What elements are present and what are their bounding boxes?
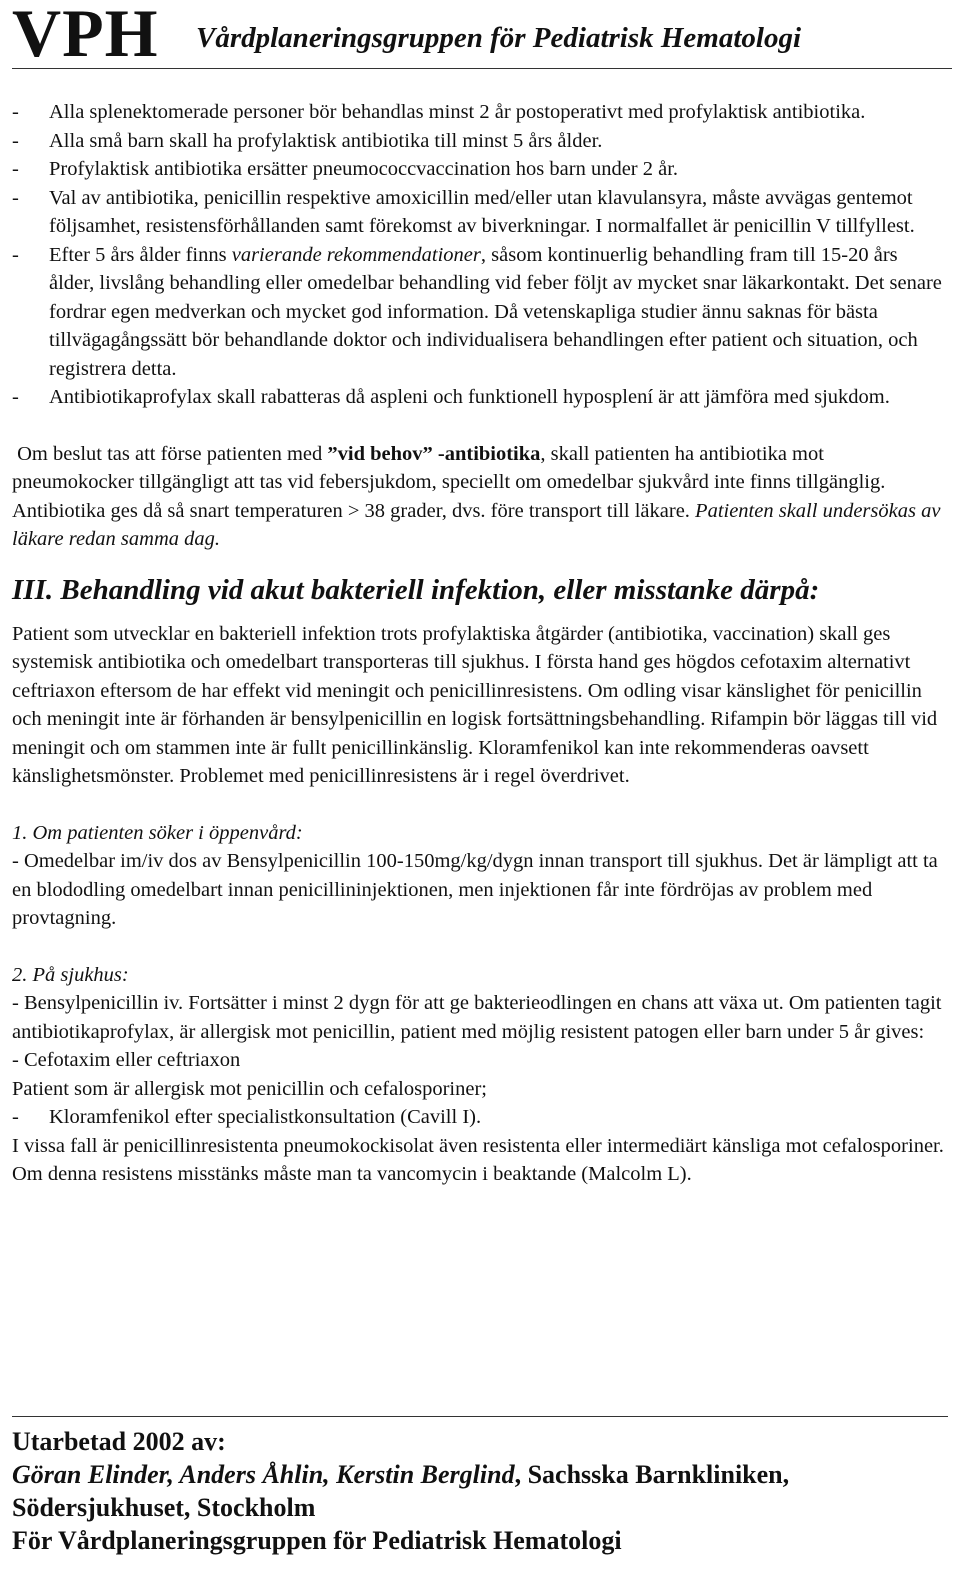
subsection-body: - Omedelbar im/iv dos av Bensylpenicillin 100-150mg/kg/dygn innan transport till sjukhus. Det är lämpligt att ta en blododling omedelbart innan penicillininjektionen, men injektionen får inte fördröjas av problem med provtagning. [12,850,938,929]
list-item: - Profylaktisk antibiotika ersätter pneumococcvaccination hos barn under 2 år. [12,158,679,180]
subsection-heading: 2. På sjukhus: [12,963,129,986]
section-body: Patient som utvecklar en bakteriell infektion trots profylaktiska åtgärder (antibiotika, vaccination) skall ges systemisk antibiotika och omedelbart transporteras till sjukhus. I första hand ges högdos cefotaxim alternativt ceftriaxon eftersom de har effekt vid meningit och penicillinresistens. Om odling visar känslighet för penicillin och meningit inte är förhanden är bensylpenicillin en logisk fortsättningsbehandling. Rifampin bör läggas till vid meningit och om stammen inte är fullt penicillinkänslig. Kloramfenikol kan inte rekommenderas oavsett känslighetsmönster. Problemet med penicillinresistens är i regel överdrivet. [12,622,938,787]
page-header [12,0,952,69]
subsection-heading: 1. Om patienten söker i öppenvård: [12,821,303,844]
list-item: - Kloramfenikol efter specialistkonsultation (Cavill I). [12,1106,482,1128]
list-item: - Efter 5 års ålder finns varierande rekommendationer, såsom kontinuerlig behandling fram till 15-20 års ålder, livslång behandling eller omedelbar behandling vid feber följt av mycket snar läkarkontakt. Det senare fordrar egen medverkan och mycket god information. Då vetenskapliga studier ännu saknas för bästa tillvägagångssätt bör behandlande doktor och individualisera behandlingen efter patient och situation, och registrera detta. [12,243,942,380]
footer-authors: Göran Elinder, Anders Åhlin, Kerstin Berglind, Sachsska Barnkliniken, Södersjukhuset, Stockholm [12,1460,790,1522]
subsection-body: - Cefotaxim eller ceftriaxon [12,1049,241,1071]
footer-line: För Vårdplaneringsgruppen för Pediatrisk Hematologi [12,1526,622,1555]
list-item: - Val av antibiotika, penicillin respektive amoxicillin med/eller utan klavulansyra, måste avvägas gentemot följsamhet, resistensförhållanden samt förekomst av biverkningar. I normalfallet är penicillin V tillfyllest. [12,186,915,237]
subsection-body: Patient som är allergisk mot penicillin och cefalosporiner; [12,1077,487,1100]
header-subtitle: Vårdplaneringsgruppen för Pediatrisk Hematologi [196,22,802,54]
footer-line: Utarbetad 2002 av: [12,1427,226,1456]
subsection-body: - Bensylpenicillin iv. Fortsätter i minst 2 dygn för att ge bakterieodlingen en chans att växa ut. Om patienten tagit antibiotikaprofylax, är allergisk mot penicillin, patient med möjlig resistent patogen eller barn under 5 år gives: [12,992,942,1043]
list-item: - Alla splenektomerade personer bör behandlas minst 2 år postoperativt med profylaktisk antibiotika. [12,101,866,123]
subsection-body: I vissa fall är penicillinresistenta pneumokockisolat även resistenta eller intermediärt känsliga mot cefalosporiner. Om denna resistens misstänks måste man ta vancomycin i beaktande (Malcolm L). [12,1134,944,1185]
list-item: - Antibiotikaprofylax skall rabatteras då aspleni och funktionell hyposplení är att jämföra med sjukdom. [12,386,890,408]
section-heading: III. Behandling vid akut bakteriell infektion, eller misstanke därpå: [12,573,820,606]
vid-behov-paragraph: Om beslut tas att förse patienten med ”vid behov” -antibiotika, skall patienten ha antibiotika mot pneumokocker tillgängligt att tas vid febersjukdom, speciellt om omedelbar sjukvård inte finns tillgänglig. Antibiotika ges då så snart temperaturen > 38 grader, dvs. före transport till läkare. Patienten skall undersökas av läkare redan samma dag. [12,442,941,550]
page-footer [12,1416,948,1557]
logo: VPH [12,0,159,71]
document-body [12,98,948,1189]
list-item: - Alla små barn skall ha profylaktisk antibiotika till minst 5 års ålder. [12,129,603,152]
